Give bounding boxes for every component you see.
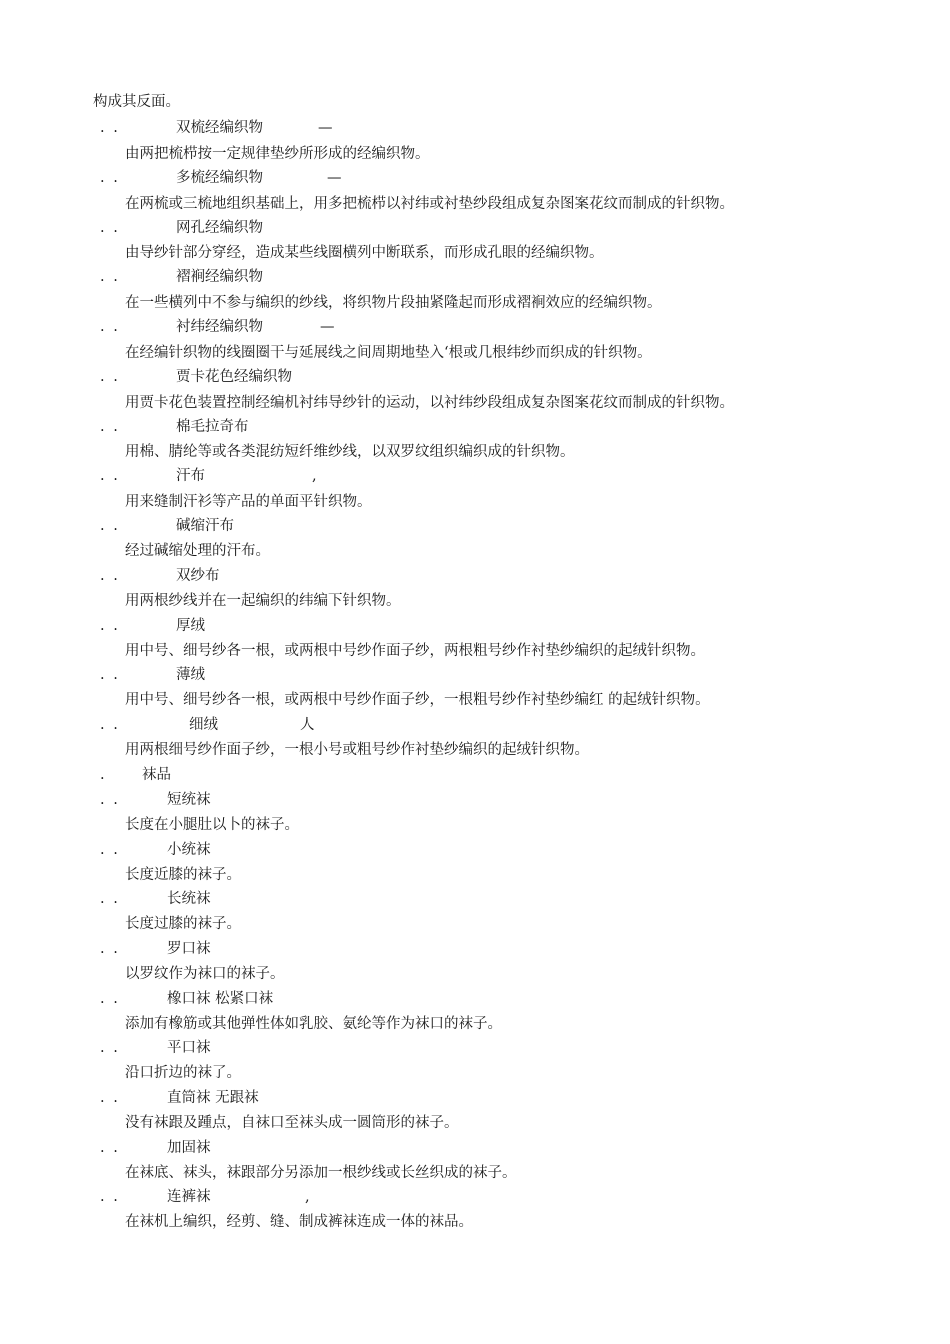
entry-term: 多梳经编织物 <box>176 170 263 186</box>
entry-mark: — <box>320 319 335 335</box>
entry-number: . . <box>100 1090 120 1106</box>
entry-number: . . <box>100 1189 120 1205</box>
entry-number: . . <box>100 568 120 584</box>
entry-description: 以罗纹作为袜口的袜子。 <box>125 966 285 982</box>
entry-description: 在两梳或三梳地组织基础上，用多把梳栉以衬纬或衬垫纱段组成复杂图案花纹而制成的针织物。 <box>125 196 734 212</box>
entry-term: 双纱布 <box>176 568 220 584</box>
entry-term: 碱缩汗布 <box>176 518 234 534</box>
entry-term: 厚绒 <box>176 618 205 634</box>
entry-term: 罗口袜 <box>167 941 211 957</box>
entry-description: 在经编针织物的线圈圈干与延展线之间周期地垫入‘根或几根纬纱而织成的针织物。 <box>125 345 652 361</box>
entry-description: 用棉、腈纶等或各类混纺短纤维纱线，以双罗纹组织编织成的针织物。 <box>125 444 575 460</box>
entry-number: . . <box>100 518 120 534</box>
entry-number: . . <box>100 842 120 858</box>
entry-number: . . <box>100 667 120 683</box>
entry-term: 连裤袜 <box>167 1189 211 1205</box>
entry-description: 用来缝制汗衫等产品的单面平针织物。 <box>125 494 372 510</box>
entry-term: 细绒 <box>189 717 218 733</box>
entry-number: . . <box>100 419 120 435</box>
entry-term: 贾卡花色经编织物 <box>176 369 292 385</box>
entry-number: . . <box>100 369 120 385</box>
entry-description: 用中号、细号纱各一根，或两根中号纱作面子纱，一根粗号纱作衬垫纱编红 的起绒针织物。 <box>125 692 710 708</box>
entry-number: . . <box>100 618 120 634</box>
entry-description: 用两根纱线并在一起编织的纬编下针织物。 <box>125 593 401 609</box>
entry-mark: — <box>318 120 333 136</box>
entry-description: 用两根细号纱作面子纱，一根小号或粗号纱作衬垫纱编织的起绒针织物。 <box>125 742 589 758</box>
entry-description: 在一些横列中不参与编织的纱线，将织物片段抽紧隆起而形成褶裥效应的经编织物。 <box>125 295 662 311</box>
entry-description: 用贾卡花色装置控制经编机衬纬导纱针的运动，以衬纬纱段组成复杂图案花纹而制成的针织物。 <box>125 395 734 411</box>
entry-number: . . <box>100 792 120 808</box>
entry-mark: , <box>305 1189 310 1205</box>
entry-description: 没有袜跟及踵点，自袜口至袜头成一圆筒形的袜子。 <box>125 1115 459 1131</box>
entry-number: . . <box>100 941 120 957</box>
entry-description: 由两把梳栉按一定规律垫纱所形成的经编织物。 <box>125 146 430 162</box>
entry-number: . . <box>100 1040 120 1056</box>
entry-number: . . <box>100 991 120 1007</box>
section-title: 袜品 <box>142 767 171 783</box>
entry-description: 长度在小腿肚以卜的袜子。 <box>125 817 299 833</box>
section-number: . <box>100 767 107 783</box>
entry-description: 长度过膝的袜子。 <box>125 916 241 932</box>
entry-mark: 人 <box>300 717 315 733</box>
entry-mark: , <box>312 468 317 484</box>
entry-term: 薄绒 <box>176 667 205 683</box>
entry-description: 长度近膝的袜子。 <box>125 867 241 883</box>
entry-number: . . <box>100 269 120 285</box>
entry-term: 加固袜 <box>167 1140 211 1156</box>
entry-term: 汗布 <box>176 468 205 484</box>
entry-term: 网孔经编织物 <box>176 220 263 236</box>
entry-number: . . <box>100 170 120 186</box>
entry-term: 褶裥经编织物 <box>176 269 263 285</box>
entry-description: 在袜底、袜头，袜跟部分另添加一根纱线或长丝织成的袜子。 <box>125 1165 517 1181</box>
entry-number: . . <box>100 120 120 136</box>
entry-number: . . <box>100 319 120 335</box>
entry-mark: — <box>327 170 342 186</box>
entry-term: 双梳经编织物 <box>176 120 263 136</box>
entry-description: 用中号、细号纱各一根，或两根中号纱作面子纱，两根粗号纱作衬垫纱编织的起绒针织物。 <box>125 643 705 659</box>
entry-description: 沿口折边的袜了。 <box>125 1065 241 1081</box>
entry-description: 添加有橡筋或其他弹性体如乳胶、氨纶等作为袜口的袜子。 <box>125 1016 502 1032</box>
entry-term: 小统袜 <box>167 842 211 858</box>
entry-term: 平口袜 <box>167 1040 211 1056</box>
entry-description: 经过碱缩处理的汗布。 <box>125 543 270 559</box>
entry-number: . . <box>100 717 120 733</box>
entry-term: 短统袜 <box>167 792 211 808</box>
entry-term: 棉毛拉奇布 <box>176 419 249 435</box>
entry-term: 长统袜 <box>167 891 211 907</box>
entry-description: 在袜机上编织，经剪、缝、制成裤袜连成一体的袜品。 <box>125 1214 473 1230</box>
intro-text: 构成其反面。 <box>93 94 180 110</box>
entry-term: 橡口袜 松紧口袜 <box>167 991 274 1007</box>
entry-number: . . <box>100 891 120 907</box>
entry-term: 衬纬经编织物 <box>176 319 263 335</box>
entry-term: 直筒袜 无跟袜 <box>167 1090 259 1106</box>
entry-number: . . <box>100 468 120 484</box>
entry-number: . . <box>100 1140 120 1156</box>
entry-number: . . <box>100 220 120 236</box>
entry-description: 由导纱针部分穿经，造成某些线圈横列中断联系，而形成孔眼的经编织物。 <box>125 245 604 261</box>
